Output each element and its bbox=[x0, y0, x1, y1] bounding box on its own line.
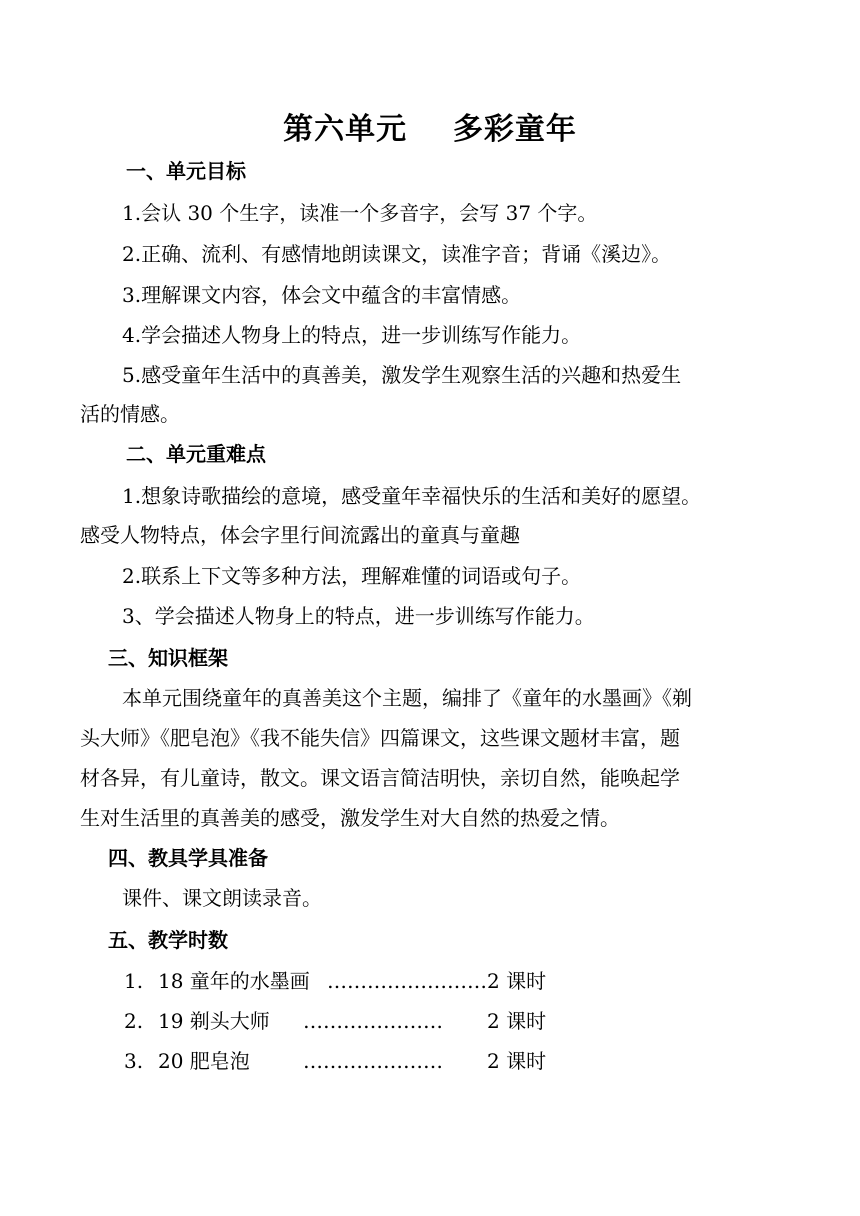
schedule-number: 3. bbox=[124, 1049, 144, 1073]
schedule-number: 2. bbox=[124, 1009, 144, 1033]
schedule-lesson: 20 肥皂泡 bbox=[158, 1049, 250, 1073]
section-heading-framework: 三、知识框架 bbox=[108, 646, 228, 670]
section-heading-key-points: 二、单元重难点 bbox=[126, 442, 266, 466]
goal-item-2: 2.正确、流利、有感情地朗读课文，读准字音；背诵《溪边》。 bbox=[122, 242, 672, 266]
schedule-number: 1. bbox=[124, 969, 144, 993]
schedule-dots: …………………… bbox=[327, 969, 487, 993]
section-heading-materials: 四、教具学具准备 bbox=[108, 846, 268, 870]
key-point-1: 1.想象诗歌描绘的意境，感受童年幸福快乐的生活和美好的愿望。 bbox=[122, 484, 702, 508]
materials-text: 课件、课文朗读录音。 bbox=[122, 886, 322, 910]
schedule-dots: ………………… bbox=[303, 1049, 443, 1073]
section-heading-goals: 一、单元目标 bbox=[126, 159, 246, 183]
schedule-lesson: 19 剃头大师 bbox=[158, 1009, 270, 1033]
goal-item-1: 1.会认 30 个生字，读准一个多音字，会写 37 个字。 bbox=[122, 201, 598, 225]
section-heading-class-hours: 五、教学时数 bbox=[108, 928, 228, 952]
page-title: 第六单元 多彩童年 bbox=[283, 112, 577, 147]
goal-item-3: 3.理解课文内容，体会文中蕴含的丰富情感。 bbox=[122, 283, 522, 307]
schedule-hours: 2 课时 bbox=[487, 1049, 547, 1073]
goal-item-5-cont: 活的情感。 bbox=[80, 402, 180, 426]
key-point-1-cont: 感受人物特点，体会字里行间流露出的童真与童趣 bbox=[80, 523, 520, 547]
schedule-hours: 2 课时 bbox=[487, 1009, 547, 1033]
key-point-3: 3、学会描述人物身上的特点，进一步训练写作能力。 bbox=[122, 604, 595, 628]
schedule-hours: 2 课时 bbox=[487, 969, 547, 993]
key-point-2: 2.联系上下文等多种方法，理解难懂的词语或句子。 bbox=[122, 564, 582, 588]
framework-line-1: 本单元围绕童年的真善美这个主题，编排了《童年的水墨画》《剃 bbox=[122, 686, 692, 710]
framework-line-4: 生对生活里的真善美的感受，激发学生对大自然的热爱之情。 bbox=[80, 806, 620, 830]
framework-line-3: 材各异，有儿童诗，散文。课文语言简洁明快，亲切自然，能唤起学 bbox=[80, 766, 680, 790]
goal-item-5: 5.感受童年生活中的真善美，激发学生观察生活的兴趣和热爱生 bbox=[122, 363, 682, 387]
schedule-lesson: 18 童年的水墨画 bbox=[158, 969, 310, 993]
schedule-dots: ………………… bbox=[303, 1009, 443, 1033]
framework-line-2: 头大师》《肥皂泡》《我不能失信》四篇课文，这些课文题材丰富，题 bbox=[80, 726, 680, 750]
goal-item-4: 4.学会描述人物身上的特点，进一步训练写作能力。 bbox=[122, 323, 582, 347]
